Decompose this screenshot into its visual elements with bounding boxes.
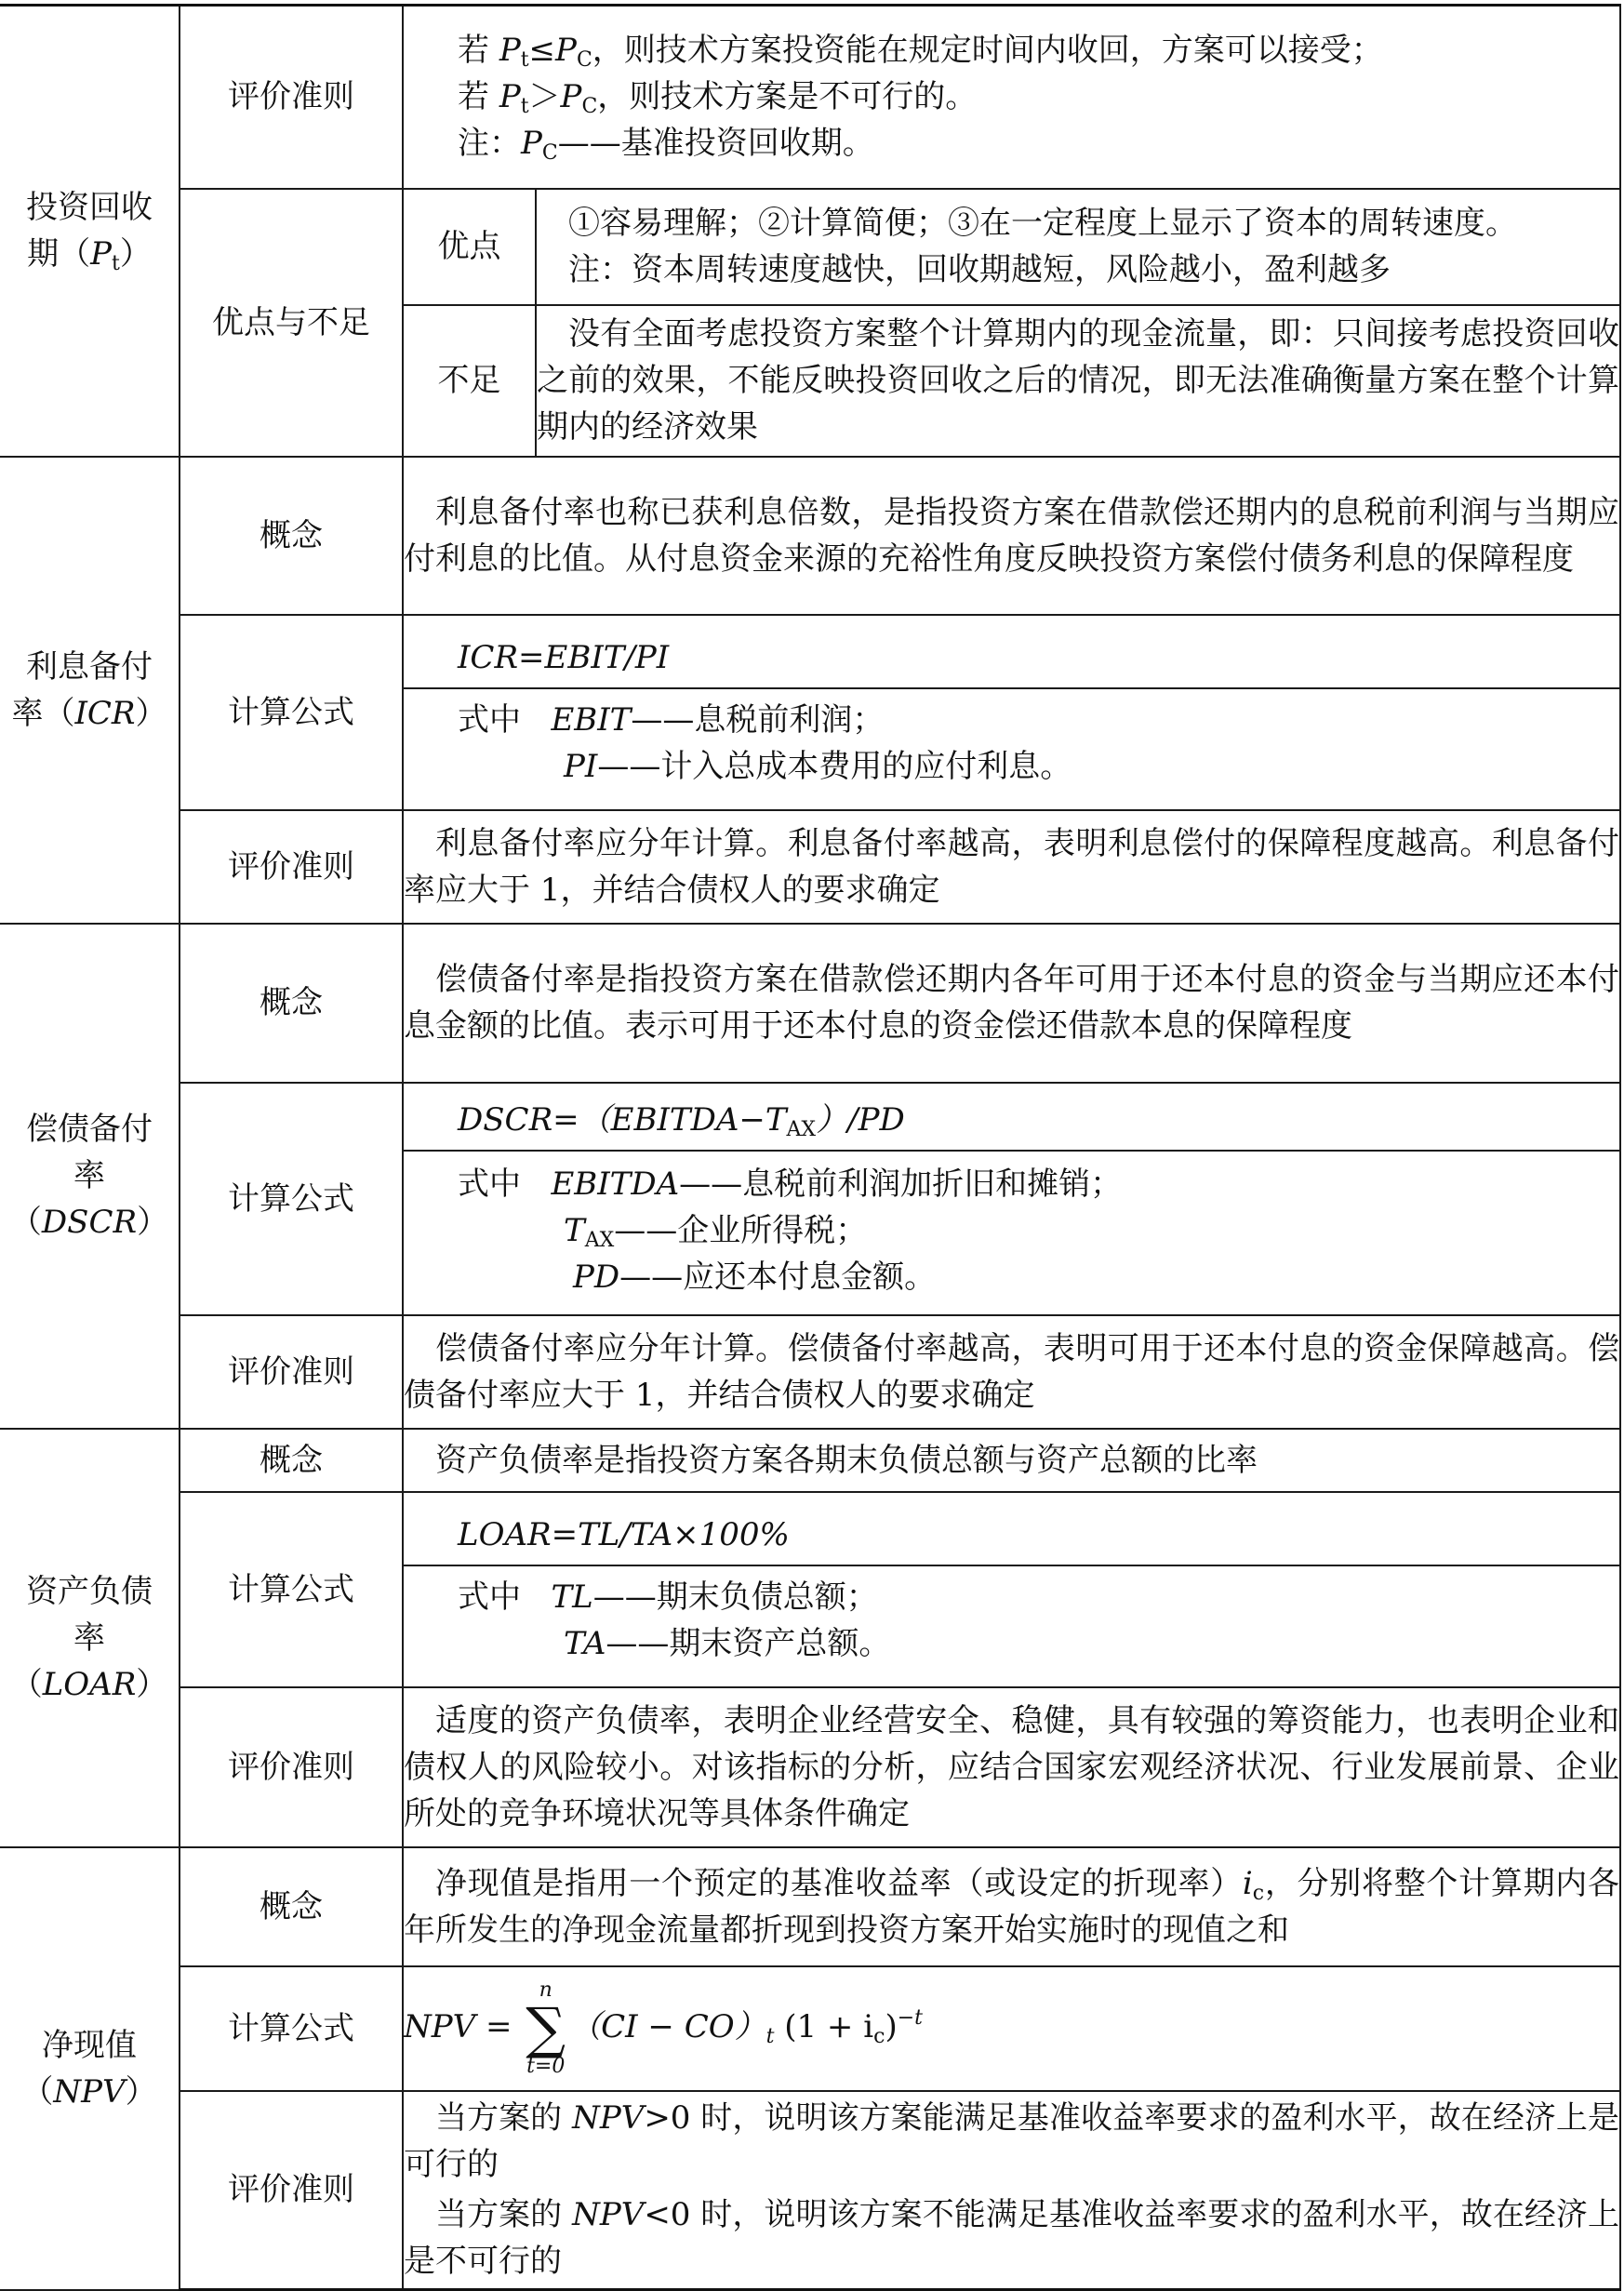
indicator-name-loar: 资产负债 率 （LOAR） [0,1429,180,1847]
table-row [0,1966,1620,2091]
row-label-concept: 概念 [180,457,403,615]
icr-formula: ICR=EBIT/PI [404,628,1619,689]
row-label-cons: 不足 [403,305,536,457]
indicator-name-dscr: 偿债备付 率 （DSCR） [0,924,180,1429]
indicator-name-npv: 净现值 （NPV） [0,1847,180,2290]
icr-concept-text: 利息备付率也称已获利息倍数，是指投资方案在借款偿还期内的息税前利润与当期应付利息的比值。从付息资金来源的充裕性角度反映投资方案偿付债务利息的保障程度 [403,457,1620,615]
evaluation-indicator-table [0,4,1621,2291]
row-label-pros: 优点 [403,189,536,305]
table-row [0,1492,1620,1687]
row-label-formula: 计算公式 [180,1083,403,1315]
table-row [0,924,1620,1083]
table-row [0,1083,1620,1315]
row-label-formula: 计算公式 [180,615,403,810]
dscr-criteria-text: 偿债备付率应分年计算。偿债备付率越高，表明可用于还本付息的资金保障越高。偿债备付率应大于 1，并结合债权人的要求确定 [403,1315,1620,1429]
row-label-concept: 概念 [180,1847,403,1966]
row-label-criteria: 评价准则 [180,6,403,189]
npv-criteria-text: 当方案的 NPV>0 时，说明该方案能满足基准收益率要求的盈利水平，故在经济上是可行的 当方案的 NPV<0 时，说明该方案不能满足基准收益率要求的盈利水平，故在经济上是不可行的 [403,2091,1620,2290]
row-label-concept: 概念 [180,924,403,1083]
row-label-criteria: 评价准则 [180,810,403,924]
table-row [0,1315,1620,1429]
icr-formula-cell [403,615,1620,810]
table-row [0,189,1620,305]
icr-formula-vars: 式中 EBIT——息税前利润； PI——计入总成本费用的应付利息。 [458,700,1072,785]
payback-criteria-text: 若 $P_t\le P_C$，则技术方案投资能在规定时间内收回，方案可以接受； 若 $P_t>P_C$，则技术方案是不可行的。 注：$P_C——$基准投资回收期。 [403,6,1620,189]
table-row [0,1429,1620,1492]
table-row [0,1687,1620,1847]
row-label-concept: 概念 [180,1429,403,1492]
loar-concept-text: 资产负债率是指投资方案各期末负债总额与资产总额的比率 [403,1429,1620,1492]
row-label-formula: 计算公式 [180,1966,403,2091]
dscr-formula: $DSCR=(EBITDA-T_{AX})/PD$ [404,1090,1619,1152]
table-row [0,615,1620,810]
row-label-criteria: 评价准则 [180,2091,403,2290]
payback-cons-text: 没有全面考虑投资方案整个计算期内的现金流量，即：只间接考虑投资回收之前的效果，不能反映投资回收之后的情况，即无法准确衡量方案在整个计算期内的经济效果 [536,305,1620,457]
payback-pros-text: ①容易理解；②计算简便；③在一定程度上显示了资本的周转速度。 注：资本周转速度越快，回收期越短，风险越小，盈利越多 [536,189,1620,305]
icr-criteria-text: 利息备付率应分年计算。利息备付率越高，表明利息偿付的保障程度越高。利息备付率应大于 1，并结合债权人的要求确定 [403,810,1620,924]
row-label-criteria: 评价准则 [180,1315,403,1429]
loar-criteria-text: 适度的资产负债率，表明企业经营安全、稳健，具有较强的筹资能力，也表明企业和债权人的风险较小。对该指标的分析，应结合国家宏观经济状况、行业发展前景、企业所处的竞争环境状况等具体条件确定 [403,1687,1620,1847]
table-row [0,810,1620,924]
indicator-name-icr: 利息备付 率（ICR） [0,457,180,924]
indicator-name-payback: 投资回收 期$(P_t)$ [0,6,180,457]
npv-concept-text: 净现值是指用一个预定的基准收益率（或设定的折现率）$i_c$，分别将整个计算期内各年所发生的净现金流量都折现到投资方案开始实施时的现值之和 [403,1847,1620,1966]
table-row [0,6,1620,189]
row-label-pros-cons: 优点与不足 [180,189,403,457]
row-label-formula: 计算公式 [180,1492,403,1687]
dscr-formula-vars: 式中 EBITDA——息税前利润加折旧和摊销； $T_{AX}——$企业所得税； PD——应还本付息金额。 [458,1165,1123,1296]
table-row [0,2091,1620,2290]
loar-formula-cell [403,1492,1620,1687]
row-label-criteria: 评价准则 [180,1687,403,1847]
dscr-formula-cell [403,1083,1620,1315]
table-row [0,1847,1620,1966]
loar-formula: LOAR=TL/TA×100% [404,1505,1619,1566]
npv-formula: NPV = n ∑ t=0 $(CI - CO)_t$ $(1 + i_c)^{-t}$ [403,1966,1620,2091]
loar-formula-vars: 式中 TL——期末负债总额； TA——期末资产总额。 [458,1578,891,1662]
table-row [0,457,1620,615]
dscr-concept-text: 偿债备付率是指投资方案在借款偿还期内各年可用于还本付息的资金与当期应还本付息金额的比值。表示可用于还本付息的资金偿还借款本息的保障程度 [403,924,1620,1083]
summation-symbol: n ∑ t=0 [526,1978,566,2078]
